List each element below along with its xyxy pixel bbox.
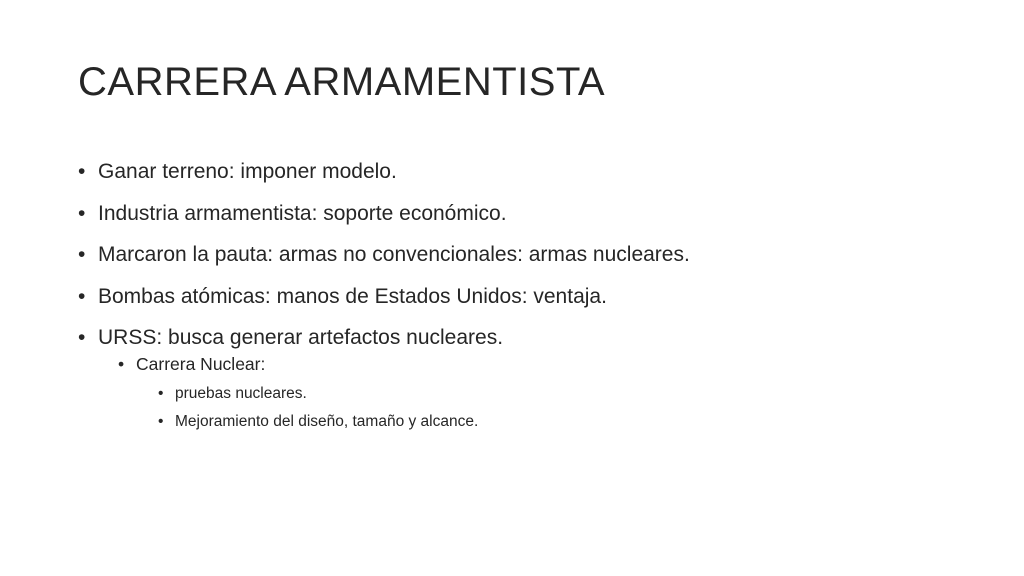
sub-sub-bullet-item (78, 410, 978, 438)
sub-bullet-item (78, 352, 978, 382)
bullet-text: Ganar terreno: imponer modelo. (98, 160, 397, 183)
bullet-item (78, 197, 978, 239)
bullet-list (78, 155, 978, 438)
bullet-text: URSS: busca generar artefactos nucleares. (98, 326, 504, 349)
bullet-text: Marcaron la pauta: armas no convencionales: armas nucleares. (98, 243, 690, 266)
bullet-icon: • (78, 201, 86, 225)
sub-sub-bullet-text: Mejoramiento del diseño, tamaño y alcance. (175, 412, 479, 430)
bullet-icon: • (78, 243, 86, 266)
bullet-text: Bombas atómicas: manos de Estados Unidos: ventaja. (98, 284, 607, 308)
sub-sub-bullet-item (78, 382, 978, 410)
bullet-item (78, 280, 978, 322)
sub-sub-bullet-text: pruebas nucleares. (175, 384, 307, 402)
bullet-text: Industria armamentista: soporte económico. (98, 201, 507, 225)
bullet-icon: • (78, 160, 86, 183)
bullet-icon: • (158, 412, 164, 430)
bullet-icon: • (78, 326, 86, 349)
bullet-item (78, 238, 978, 280)
slide-title: CARRERA ARMAMENTISTA (78, 60, 606, 104)
bullet-icon: • (78, 284, 86, 308)
bullet-icon: • (158, 384, 164, 402)
sub-bullet-text: Carrera Nuclear: (136, 353, 266, 374)
bullet-icon: • (118, 353, 125, 374)
bullet-item (78, 155, 978, 197)
